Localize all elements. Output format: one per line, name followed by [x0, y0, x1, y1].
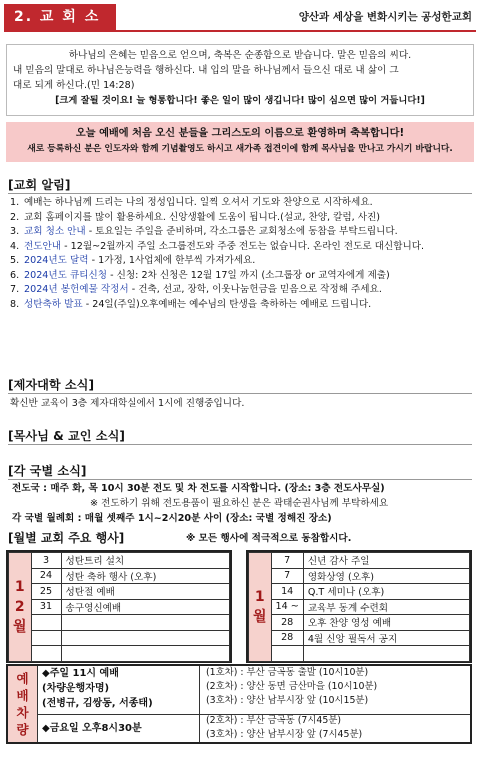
calendar-jan-table — [248, 552, 470, 662]
news-title: [교회 알림] — [8, 177, 472, 194]
route-line: (3호차) : 양산 남부시장 앞 (7시45분) — [206, 729, 363, 740]
vehicle-divider — [38, 714, 470, 715]
event-name: 오후 찬양 영성 예배 — [303, 615, 469, 631]
news-item-text: 2024년도 큐티신청 - 신청: 2차 신청은 12월 17일 까지 (소그룹장 or 교역자에게 제출) — [24, 269, 390, 281]
disciple-text: 확신반 교육이 3층 제자대학실에서 1시에 진행중입니다. — [10, 398, 245, 409]
routes-sunday — [206, 666, 470, 708]
event-date: 7 — [271, 568, 303, 584]
news-item-number: 4. — [10, 240, 20, 252]
news-item-highlight: 2024년도 큐티신청 — [24, 269, 108, 281]
section-header — [4, 4, 476, 51]
news-item — [10, 254, 472, 269]
news-item-text: 전도안내 - 12월~2월까지 주일 소그룹전도와 주중 전도는 없습니다. 온라인 전도로 대신합니다. — [24, 240, 425, 252]
event-date: 25 — [31, 584, 61, 600]
calendar-row — [9, 553, 230, 569]
calendar-row — [249, 615, 470, 631]
routes-friday — [206, 714, 470, 742]
church-motto: 양산과 세상을 변화시키는 공성한교회 — [298, 11, 472, 23]
calendar-dec-table — [8, 552, 230, 662]
monthly-note: ※ 모든 행사에 적극적으로 동참합시다. — [186, 533, 352, 544]
news-item-text: 2024년도 달력 - 1가정, 1사업체에 한부씩 가져가세요. — [24, 255, 256, 266]
news-item-number: 7. — [10, 284, 20, 295]
nations-line-1: 전도국 : 매주 화, 목 10시 30분 전도 및 차 전도를 시작합니다. (장소: 3층 전도사무실) — [12, 483, 385, 494]
verse-line-3: 대로 되게 하신다.(민 14:28) — [13, 80, 135, 91]
news-item-text: 성탄축하 발표 - 24일(주일)오후예배는 예수님의 탄생을 축하하는 예배로 드립니다. — [24, 298, 372, 310]
news-item — [10, 240, 472, 255]
event-date — [271, 646, 303, 662]
nations-line-3: 각 국별 월례회 : 매월 셋째주 1시~2시20분 사이 (장소: 국별 정해진 장소) — [12, 513, 332, 524]
news-item-highlight: 2024년 봉헌예물 작정서 — [24, 284, 129, 295]
verse-line-1: 하나님의 은혜는 믿음으로 얻으며, 축복은 순종함으로 받습니다. 말은 믿음의 씨다. — [68, 50, 412, 61]
news-item-text: 교회 홈페이지를 많이 활용하세요. 신앙생활에 도움이 됩니다.(설교, 찬양, 칼럼, 사진) — [24, 211, 381, 223]
pastor-title: [목사님 & 교인 소식] — [8, 428, 472, 445]
route-line: (1호차) : 부산 금곡동 출발 (10시10분) — [206, 667, 369, 678]
news-item-highlight: 교회 청소 안내 — [24, 226, 86, 237]
news-item-text: 예배는 하나님께 드리는 나의 정성입니다. 일찍 오셔서 기도와 찬양으로 시작하세요. — [24, 197, 373, 208]
news-item — [10, 283, 472, 298]
calendar-row — [9, 599, 230, 615]
calendar-jan — [246, 550, 472, 663]
calendar-row — [9, 630, 230, 646]
monthly-title: [월별 교회 주요 행사] — [8, 531, 125, 545]
verse-line-4: [크게 잘될 것이요! 늘 형통합니다! 좋은 일이 많이 생깁니다! 많이 심으면 많이 거둡니다!] — [55, 95, 425, 106]
calendar-row — [249, 630, 470, 646]
calendar-row — [9, 615, 230, 631]
event-name — [61, 646, 229, 662]
news-item-number: 8. — [10, 298, 20, 310]
news-item — [10, 196, 472, 211]
news-item — [10, 225, 472, 240]
event-name — [61, 615, 229, 631]
vehicle-info — [38, 666, 200, 742]
month-label: 1 2 월 — [9, 553, 32, 662]
service-sunday: ◆주일 11시 예배 — [42, 668, 119, 679]
event-name — [303, 646, 469, 662]
drivers-names: (전병규, 김쌍동, 서종태) — [42, 698, 153, 709]
news-item-highlight: 2024년도 달력 — [24, 255, 89, 266]
verse-box — [6, 44, 474, 116]
event-date: 3 — [31, 553, 61, 569]
news-item-highlight: 성탄축하 발표 — [24, 298, 83, 310]
news-item-text: 2024년 봉헌예물 작정서 - 건축, 선교, 장학, 이웃나눔헌금을 믿음으로 작정해 주세요. — [24, 284, 382, 295]
news-item-number: 6. — [10, 269, 20, 281]
welcome-box — [6, 122, 474, 162]
news-item-number: 1. — [10, 197, 20, 208]
calendar-row — [249, 646, 470, 662]
event-name: 교육부 동계 수련회 — [303, 599, 469, 615]
nations-line-2: ※ 전도하기 위해 전도용품이 필요하신 분은 곽태순권사님께 부탁하세요 — [90, 498, 389, 509]
event-name: 신년 감사 주일 — [303, 553, 469, 569]
verse-line-2: 내 믿음의 말대로 하나님은능력을 행하신다. 내 입의 말을 하나님께서 들으신 대로 내 삶이 그 — [13, 65, 399, 76]
route-line: (2호차) : 부산 금곡동 (7시45분) — [206, 715, 342, 726]
event-date — [31, 630, 61, 646]
route-line: (2호차) : 양산 동면 금산마을 (10시10분) — [206, 681, 378, 692]
calendar-row — [249, 584, 470, 600]
vehicle-schedule — [6, 664, 472, 744]
news-item — [10, 269, 472, 284]
calendar-row — [9, 646, 230, 662]
event-name: 성탄 축하 행사 (오후) — [61, 568, 229, 584]
drivers-heading: (차량운행자명) — [42, 683, 110, 694]
calendar-row — [249, 599, 470, 615]
event-name — [61, 630, 229, 646]
calendar-row — [249, 553, 470, 569]
news-item — [10, 298, 472, 313]
event-name: 송구영신예배 — [61, 599, 229, 615]
event-date: 31 — [31, 599, 61, 615]
welcome-line-2: 새로 등록하신 분은 인도자와 함께 기념촬영도 하시고 새가족 접견이에 함께 목사님을 만나고 가시기 바랍니다. — [27, 144, 453, 154]
news-item-number: 2. — [10, 211, 20, 223]
section-tag: 2. 교 회 소 식 — [4, 4, 116, 30]
event-date: 24 — [31, 568, 61, 584]
event-name: 4월 신앙 필독서 공지 — [303, 630, 469, 646]
event-date — [31, 615, 61, 631]
news-item-text: 교회 청소 안내 - 토요일는 주일을 준비하며, 각소그룹은 교회청소에 동참을 부탁드립니다. — [24, 226, 398, 237]
event-name: 성탄트리 설치 — [61, 553, 229, 569]
route-line: (3호차) : 양산 남부시장 앞 (10시15분) — [206, 695, 369, 706]
calendar-row — [9, 568, 230, 584]
event-name: Q.T 세미나 (오후) — [303, 584, 469, 600]
event-name: 영화상영 (오후) — [303, 568, 469, 584]
welcome-line-1: 오늘 예배에 처음 오신 분들을 그리스도의 이름으로 환영하며 축복합니다! — [75, 128, 405, 139]
event-date: 28 — [271, 630, 303, 646]
disciple-title: [제자대학 소식] — [8, 377, 472, 394]
service-friday: ◆금요일 오후8시30분 — [42, 723, 142, 734]
calendar-row — [9, 584, 230, 600]
news-list — [10, 196, 472, 312]
news-item-highlight: 전도안내 — [24, 240, 62, 252]
vehicle-label: 예 배 차 량 — [8, 666, 38, 742]
event-date: 14 ~ — [271, 599, 303, 615]
news-item — [10, 211, 472, 226]
nations-title: [각 국별 소식] — [8, 463, 472, 480]
news-item-number: 3. — [10, 226, 20, 237]
calendar-dec — [6, 550, 232, 663]
calendar-row — [249, 568, 470, 584]
event-date — [31, 646, 61, 662]
month-label: 1 월 — [249, 553, 272, 662]
event-date: 28 — [271, 615, 303, 631]
event-date: 14 — [271, 584, 303, 600]
news-item-number: 5. — [10, 255, 20, 266]
event-date: 7 — [271, 553, 303, 569]
event-name: 성탄절 예배 — [61, 584, 229, 600]
vehicle-routes — [200, 666, 470, 742]
